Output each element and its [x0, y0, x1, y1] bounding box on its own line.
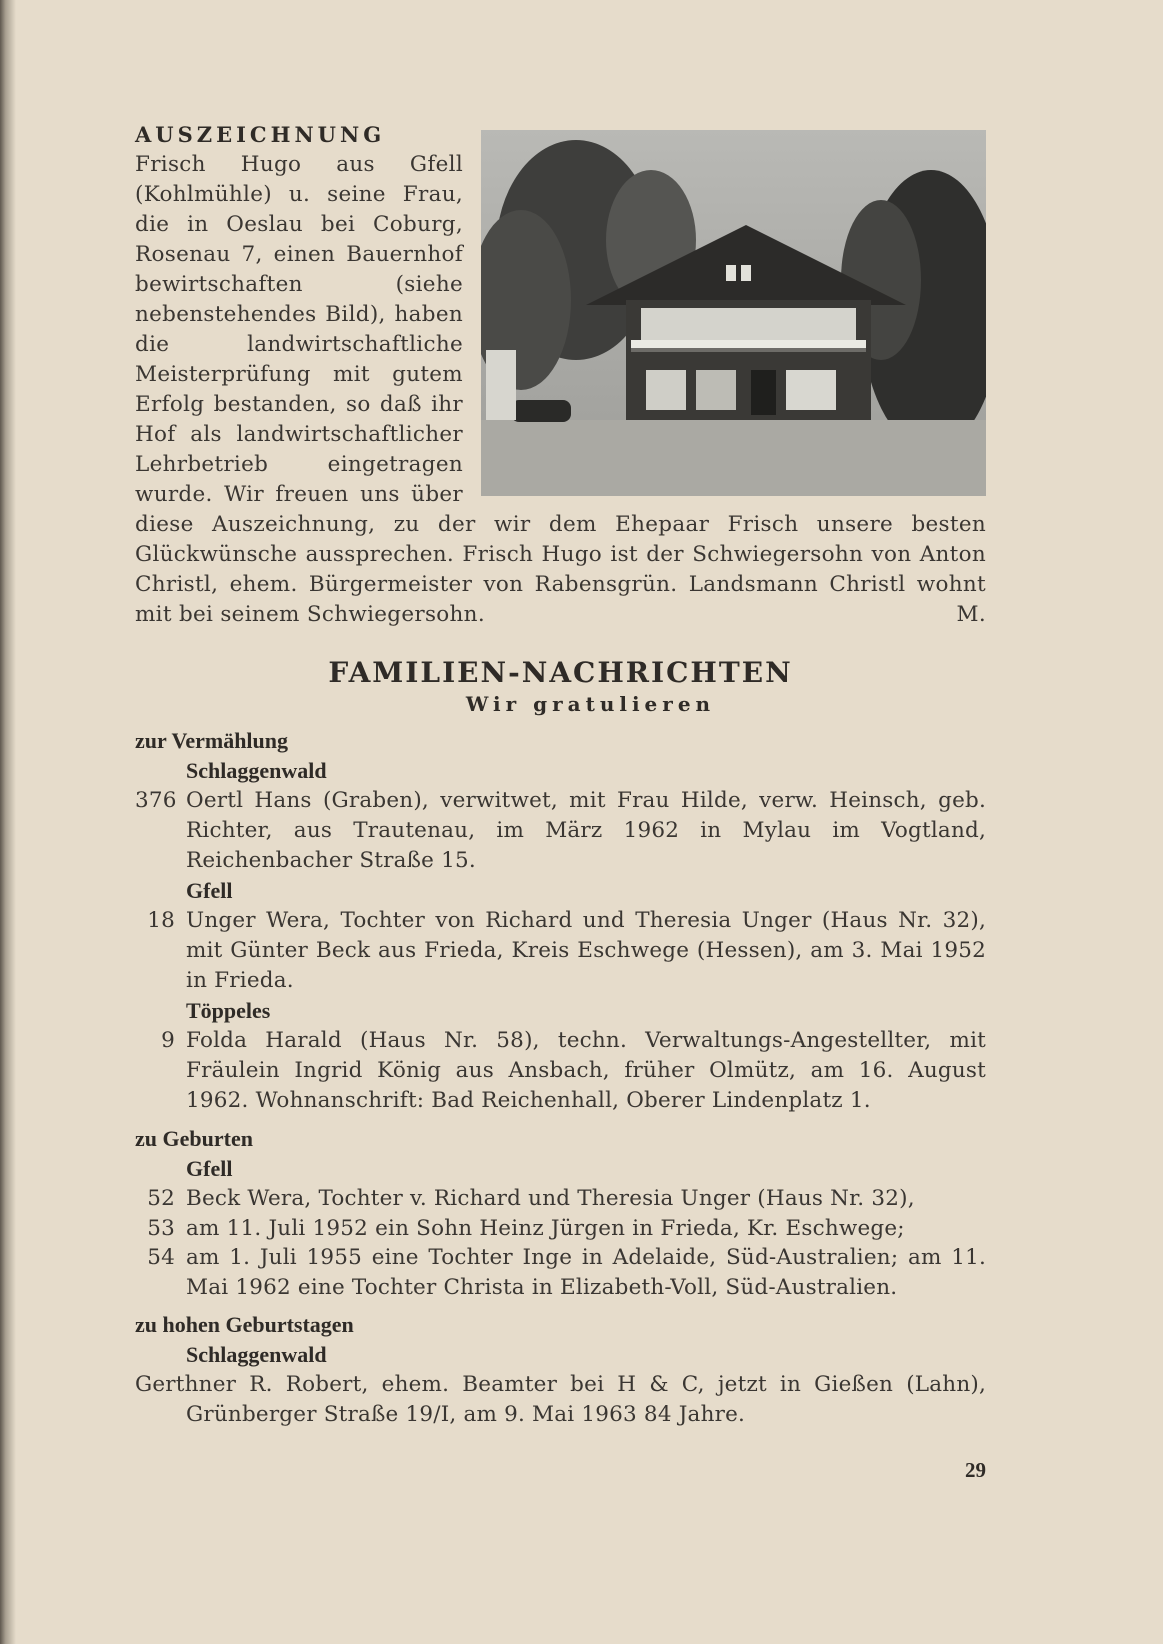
list-item [135, 906, 986, 996]
entry-text: Folda Harald (Haus Nr. 58), techn. Verwaltungs-Angestellter, mit Fräulein Ingrid König aus Ansbach, früher Olmütz, am 16. August 1962. Wohnanschrift: Bad Reichenhall, Oberer Lindenplatz 1. [186, 1028, 986, 1113]
entry-number: 53 [147, 1215, 175, 1241]
category-heading: zur Vermählung [135, 728, 289, 753]
award-article [135, 120, 986, 630]
page [135, 118, 986, 1482]
place-heading: Gfell [186, 878, 233, 903]
category-heading: zu hohen Geburtstagen [135, 1312, 354, 1337]
list-item [135, 786, 986, 876]
section-subtitle: Wir gratulieren [465, 692, 716, 716]
entry-text: Beck Wera, Tochter v. Richard und Theresia Unger (Haus Nr. 32), [186, 1186, 915, 1211]
page-number: 29 [965, 1458, 986, 1482]
wedding-section [135, 726, 986, 1116]
entry-number: 376 [135, 788, 177, 813]
place-heading: Gfell [186, 1156, 233, 1181]
place-heading: Schlaggenwald [186, 1342, 327, 1367]
article-heading: AUSZEICHNUNG [135, 122, 386, 147]
entry-number: 18 [147, 908, 175, 933]
entry-text: Oertl Hans (Graben), verwitwet, mit Frau Hilde, verw. Heinsch, geb. Richter, aus Trautenau, im März 1962 in Mylau im Vogtland, Reichenbacher Straße 15. [186, 788, 986, 873]
list-item [135, 1370, 986, 1430]
article-body: Frisch Hugo aus Gfell (Kohlmühle) u. seine Frau, die in Oeslau bei Coburg, Rosenau 7, einen Bauernhof bewirtschaften (siehe nebenstehendes Bild), haben die landwirtschaftliche Meisterprüfung mit gutem Erfolg bestanden, so daß ihr Hof als landwirtschaftlicher Lehrbetrieb eingetragen wurde. Wir freuen uns über diese Auszeichnung, zu der wir dem Ehepaar Frisch unsere besten Glückwünsche aussprechen. Frisch Hugo ist der Schwiegersohn von Anton Christl, ehem. Bürgermeister von Rabensgrün. Landsmann Christl wohnt mit bei seinem Schwiegersohn. [135, 152, 986, 627]
entry-text: Unger Wera, Tochter von Richard und Theresia Unger (Haus Nr. 32), mit Günter Beck aus Frieda, Kreis Eschwege (Hessen), am 3. Mai 1952 in Frieda. [186, 908, 986, 993]
category-heading: zu Geburten [135, 1126, 253, 1151]
entry-text: Gerthner R. Robert, ehem. Beamter bei H & C, jetzt in Gießen (Lahn), Grünberger Straße 19/I, am 9. Mai 1963 84 Jahre. [135, 1372, 986, 1427]
section-title: FAMILIEN-NACHRICHTEN [328, 656, 793, 689]
farmhouse-photo [481, 130, 986, 496]
entry-text: am 11. Juli 1952 ein Sohn Heinz Jürgen in Frieda, Kr. Eschwege; [186, 1215, 905, 1241]
list-item [135, 1243, 986, 1302]
list-item [135, 1026, 986, 1116]
births-section [135, 1124, 986, 1302]
place-heading: Töppeles [186, 998, 271, 1023]
entry-number: 9 [161, 1028, 175, 1053]
list-item [135, 1184, 986, 1214]
binding-shadow [0, 0, 16, 1644]
place-heading: Schlaggenwald [186, 758, 327, 783]
article-signature: M. [956, 602, 986, 627]
entry-text: am 1. Juli 1955 eine Tochter Inge in Adelaide, Süd-Australien; am 11. Mai 1962 eine Tochter Christa in Elizabeth-Voll, Süd-Australien. [186, 1245, 986, 1300]
list-item [135, 1214, 986, 1244]
birthdays-section [135, 1310, 986, 1430]
entry-number: 52 [147, 1186, 175, 1211]
entry-number: 54 [147, 1245, 175, 1270]
farmhouse-image [481, 130, 986, 496]
